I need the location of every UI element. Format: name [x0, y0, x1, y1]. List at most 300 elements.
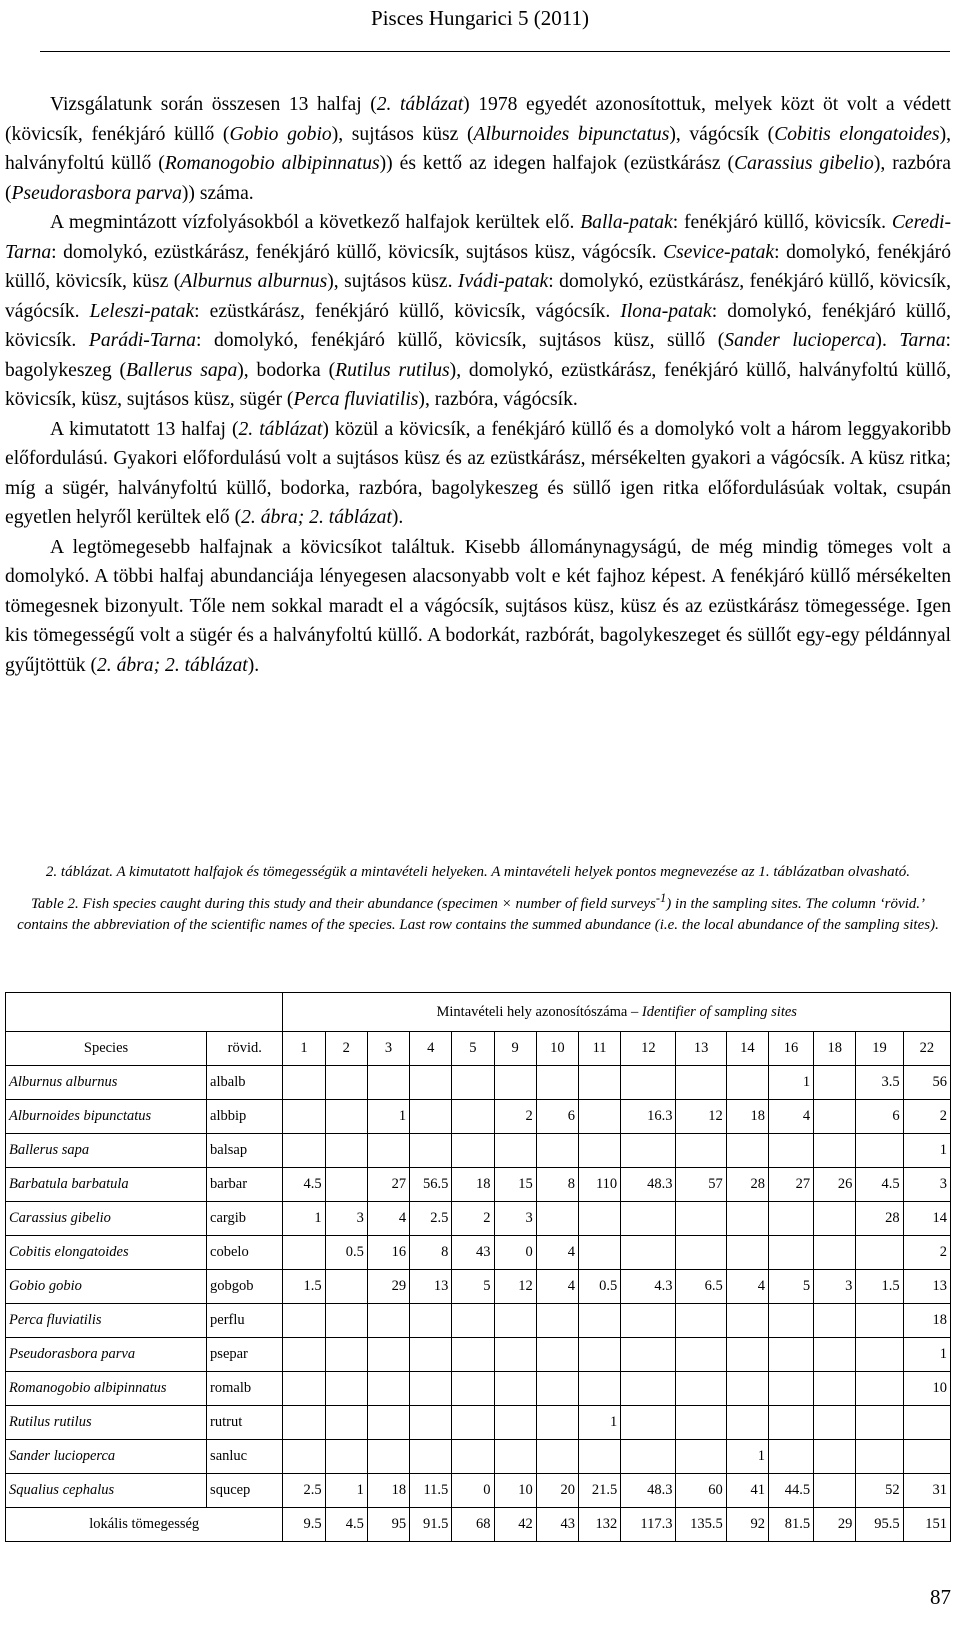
abundance-cell: 41 — [726, 1474, 768, 1508]
abundance-cell — [536, 1372, 578, 1406]
text-run: ), halványfoltú küllő ( — [5, 123, 951, 174]
abundance-cell: 1.5 — [283, 1270, 325, 1304]
abundance-cell — [814, 1474, 856, 1508]
abundance-cell — [726, 1134, 768, 1168]
total-cell: 81.5 — [768, 1508, 813, 1542]
abundance-cell — [536, 1134, 578, 1168]
text-run: ), vágócsík ( — [669, 123, 775, 145]
abundance-cell: 2 — [494, 1100, 536, 1134]
abundance-cell — [410, 1338, 452, 1372]
site-column-header: 19 — [856, 1032, 903, 1066]
text-run: )) száma. — [181, 182, 254, 204]
total-cell: 117.3 — [621, 1508, 676, 1542]
abundance-cell — [578, 1236, 620, 1270]
text-run: : domolykó, fenékjáró küllő, kövicsík, küsz ( — [5, 241, 951, 292]
abundance-cell — [536, 1440, 578, 1474]
abundance-cell — [726, 1202, 768, 1236]
site-column-header: 9 — [494, 1032, 536, 1066]
abundance-cell — [676, 1304, 726, 1338]
abundance-cell: 6 — [856, 1100, 903, 1134]
abundance-cell — [726, 1338, 768, 1372]
abundance-cell: 4 — [768, 1100, 813, 1134]
abundance-cell — [676, 1440, 726, 1474]
abundance-cell — [621, 1304, 676, 1338]
abundance-cell — [768, 1406, 813, 1440]
abundance-cell: 1 — [903, 1134, 950, 1168]
abundance-cell: 29 — [367, 1270, 409, 1304]
abundance-cell: 14 — [903, 1202, 950, 1236]
abundance-cell: 2 — [452, 1202, 494, 1236]
italic-term: Ballerus sapa — [126, 359, 238, 381]
abbreviation-cell: balsap — [207, 1134, 283, 1168]
abundance-cell — [452, 1406, 494, 1440]
abundance-cell — [578, 1338, 620, 1372]
abundance-cell: 5 — [768, 1270, 813, 1304]
abundance-cell — [856, 1134, 903, 1168]
abundance-cell — [367, 1066, 409, 1100]
abundance-cell — [325, 1134, 367, 1168]
abbreviation-cell: albbip — [207, 1100, 283, 1134]
abundance-cell — [283, 1100, 325, 1134]
species-name-cell: Barbatula barbatula — [6, 1168, 207, 1202]
abbreviation-cell: gobgob — [207, 1270, 283, 1304]
abundance-cell: 110 — [578, 1168, 620, 1202]
abundance-cell: 8 — [536, 1168, 578, 1202]
abundance-cell: 3 — [814, 1270, 856, 1304]
abundance-cell: 52 — [856, 1474, 903, 1508]
abundance-cell — [814, 1134, 856, 1168]
page-number: 87 — [930, 1585, 951, 1609]
abundance-cell — [325, 1100, 367, 1134]
species-name-cell: Alburnus alburnus — [6, 1066, 207, 1100]
total-cell: 42 — [494, 1508, 536, 1542]
total-cell: 91.5 — [410, 1508, 452, 1542]
total-row — [6, 1508, 951, 1542]
text-run: ). — [391, 507, 404, 528]
abundance-cell — [410, 1372, 452, 1406]
abundance-cell — [726, 1304, 768, 1338]
italic-term: Ilona-patak — [620, 300, 712, 322]
abundance-cell — [452, 1100, 494, 1134]
abundance-cell — [726, 1372, 768, 1406]
abundance-cell: 1 — [726, 1440, 768, 1474]
abundance-cell — [621, 1236, 676, 1270]
abundance-cell — [578, 1134, 620, 1168]
abundance-cell: 1 — [903, 1338, 950, 1372]
total-cell: 68 — [452, 1508, 494, 1542]
text-run: ), razbóra, vágócsík. — [418, 389, 578, 410]
abundance-cell — [578, 1100, 620, 1134]
italic-term: Sander lucioperca — [724, 330, 876, 351]
site-column-header: 22 — [903, 1032, 950, 1066]
site-column-header: 16 — [768, 1032, 813, 1066]
abundance-cell: 3 — [494, 1202, 536, 1236]
abundance-cell: 0 — [494, 1236, 536, 1270]
abundance-cell: 27 — [768, 1168, 813, 1202]
italic-term: Alburnoides bipunctatus — [473, 123, 670, 145]
site-column-header: 10 — [536, 1032, 578, 1066]
italic-term: 2. táblázat — [238, 418, 323, 440]
abundance-cell: 56.5 — [410, 1168, 452, 1202]
caption-hungarian: 2. táblázat. A kimutatott halfajok és tömegességük a mintavételi helyeken. A mintavételi helyek pontos megnevezése az 1. táblázatban olvasható. — [45, 864, 911, 880]
abundance-cell: 3 — [903, 1168, 950, 1202]
italic-term: 2. ábra; 2. táblázat — [241, 507, 392, 528]
species-name-cell: Rutilus rutilus — [6, 1406, 207, 1440]
abundance-cell — [814, 1372, 856, 1406]
total-cell: 4.5 — [325, 1508, 367, 1542]
paragraph — [5, 90, 951, 208]
abundance-cell: 1 — [325, 1474, 367, 1508]
text-run: : bagolykeszeg ( — [5, 330, 951, 381]
abundance-cell — [367, 1440, 409, 1474]
abundance-cell — [578, 1202, 620, 1236]
site-column-header: 14 — [726, 1032, 768, 1066]
abundance-cell — [621, 1134, 676, 1168]
species-name-cell: Carassius gibelio — [6, 1202, 207, 1236]
abundance-cell — [768, 1304, 813, 1338]
abundance-cell: 13 — [410, 1270, 452, 1304]
abbreviation-cell: rutrut — [207, 1406, 283, 1440]
text-run: ). — [247, 654, 260, 676]
abundance-cell: 27 — [367, 1168, 409, 1202]
text-run: A kimutatott 13 halfaj ( — [50, 418, 239, 440]
abundance-cell: 10 — [494, 1474, 536, 1508]
group-header-row — [6, 993, 951, 1032]
abundance-cell — [536, 1304, 578, 1338]
abundance-cell — [452, 1066, 494, 1100]
text-run: : domolykó, ezüstkárász, fenékjáró küllő, kövicsík, sujtásos küsz, vágócsík. — [51, 241, 664, 263]
total-cell: 151 — [903, 1508, 950, 1542]
abundance-cell — [536, 1066, 578, 1100]
abundance-cell — [452, 1338, 494, 1372]
text-run: ), razbóra ( — [5, 153, 951, 204]
abundance-cell: 11.5 — [410, 1474, 452, 1508]
abundance-cell — [367, 1406, 409, 1440]
text-run: : domolykó, ezüstkárász, fenékjáró küllő, kövicsík, vágócsík. — [5, 271, 951, 322]
abundance-cell — [367, 1338, 409, 1372]
text-run: ), sujtásos küsz. — [327, 271, 458, 292]
abundance-cell — [367, 1372, 409, 1406]
abundance-cell: 0.5 — [325, 1236, 367, 1270]
text-run: : ezüstkárász, fenékjáró küllő, kövicsík, vágócsík. — [194, 300, 621, 322]
italic-term: Balla-patak — [580, 212, 673, 233]
abundance-cell — [494, 1406, 536, 1440]
paragraph — [5, 208, 951, 415]
abundance-cell — [410, 1066, 452, 1100]
abundance-cell: 2 — [903, 1236, 950, 1270]
abundance-cell: 16 — [367, 1236, 409, 1270]
abundance-cell — [283, 1066, 325, 1100]
abundance-cell — [410, 1406, 452, 1440]
text-run: A legtömegesebb halfajnak a kövicsíkot találtuk. Kisebb állománynagyságú, de még mindig tömeges volt a domolykó. A többi halfaj abundanciája lényegesen alacsonyabb volt e két fajhoz képest. A fenékjáró küllő mérsékelten tömegesnek bizonyult. Tőle nem sokkal maradt el a vágócsík, sujtásos küsz, küsz és az ezüstkárász tömegessége. Igen kis tömegességű volt a sügér és a halványfoltú küllő. A bodorkát, razbórát, bagolykeszeget és süllőt egy-egy példánnyal gyűjtöttük ( — [5, 536, 951, 676]
abundance-cell — [814, 1236, 856, 1270]
abundance-cell — [578, 1304, 620, 1338]
abundance-cell — [494, 1066, 536, 1100]
abundance-cell: 1 — [367, 1100, 409, 1134]
abundance-cell: 10 — [903, 1372, 950, 1406]
italic-term: Perca fluviatilis — [293, 389, 419, 410]
abundance-cell — [768, 1440, 813, 1474]
abundance-cell — [325, 1066, 367, 1100]
total-cell: 135.5 — [676, 1508, 726, 1542]
abundance-cell — [903, 1440, 950, 1474]
abundance-cell: 48.3 — [621, 1168, 676, 1202]
species-name-cell: Alburnoides bipunctatus — [6, 1100, 207, 1134]
sites-group-header — [283, 993, 951, 1032]
abundance-cell: 4 — [536, 1236, 578, 1270]
journal-header: Pisces Hungarici 5 (2011) — [371, 6, 589, 30]
abundance-cell — [814, 1100, 856, 1134]
abundance-cell: 26 — [814, 1168, 856, 1202]
abundance-cell: 0.5 — [578, 1270, 620, 1304]
total-cell: 92 — [726, 1508, 768, 1542]
text-run: : domolykó, fenékjáró küllő, kövicsík. — [5, 300, 952, 351]
italic-term: Leleszi-patak — [89, 300, 195, 322]
site-column-header: 5 — [452, 1032, 494, 1066]
paragraph — [5, 415, 951, 533]
total-cell: 132 — [578, 1508, 620, 1542]
abundance-cell: 1 — [283, 1202, 325, 1236]
abbreviation-cell: barbar — [207, 1168, 283, 1202]
table-row — [6, 1338, 951, 1372]
group-header-english: Identifier of sampling sites — [641, 1003, 797, 1020]
text-run: A megmintázott vízfolyásokból a következő halfajok kerültek elő. — [50, 212, 581, 233]
table-row — [6, 1202, 951, 1236]
italic-term: Pseudorasbora parva — [11, 182, 182, 204]
abundance-cell — [856, 1236, 903, 1270]
text-run: Vizsgálatunk során összesen 13 halfaj ( — [50, 94, 377, 115]
abundance-cell — [283, 1338, 325, 1372]
abundance-cell: 5 — [452, 1270, 494, 1304]
table-row — [6, 1372, 951, 1406]
abundance-cell — [452, 1440, 494, 1474]
abundance-cell: 16.3 — [621, 1100, 676, 1134]
text-run: ), bodorka ( — [237, 359, 336, 381]
abundance-cell: 31 — [903, 1474, 950, 1508]
text-run: ). — [875, 330, 900, 351]
abundance-cell — [621, 1338, 676, 1372]
abundance-cell — [325, 1372, 367, 1406]
abundance-cell — [814, 1338, 856, 1372]
site-column-header: 13 — [676, 1032, 726, 1066]
abundance-cell: 3.5 — [856, 1066, 903, 1100]
abundance-table — [5, 992, 951, 1542]
abundance-cell — [621, 1202, 676, 1236]
total-label-cell: lokális tömegesség — [6, 1508, 283, 1542]
italic-term: Carassius gibelio — [734, 153, 874, 174]
abbr-column-header: rövid. — [207, 1032, 283, 1066]
text-run: ) 1978 egyedét azonosítottuk, melyek közt öt volt a védett (kövicsík, fenékjáró küllő ( — [5, 94, 951, 145]
abundance-cell: 18 — [452, 1168, 494, 1202]
abundance-cell — [814, 1304, 856, 1338]
abundance-cell: 44.5 — [768, 1474, 813, 1508]
abundance-cell — [856, 1372, 903, 1406]
abundance-cell — [494, 1134, 536, 1168]
abundance-cell — [768, 1134, 813, 1168]
italic-term: 2. táblázat — [376, 94, 464, 115]
species-name-cell: Perca fluviatilis — [6, 1304, 207, 1338]
abbreviation-cell: squcep — [207, 1474, 283, 1508]
italic-term: Alburnus alburnus — [180, 271, 328, 292]
abundance-cell: 4 — [367, 1202, 409, 1236]
abundance-cell — [621, 1440, 676, 1474]
abundance-cell: 4.5 — [856, 1168, 903, 1202]
table-row — [6, 1406, 951, 1440]
abundance-cell — [768, 1202, 813, 1236]
abundance-cell: 0 — [452, 1474, 494, 1508]
abundance-cell — [676, 1406, 726, 1440]
abundance-cell: 2 — [903, 1100, 950, 1134]
site-column-header: 12 — [621, 1032, 676, 1066]
abbreviation-cell: romalb — [207, 1372, 283, 1406]
total-cell: 9.5 — [283, 1508, 325, 1542]
table-row — [6, 1270, 951, 1304]
text-run: )) és kettő az idegen halfajok (ezüstkárász ( — [379, 153, 735, 174]
abundance-cell — [814, 1406, 856, 1440]
abundance-cell — [814, 1440, 856, 1474]
abundance-cell — [367, 1134, 409, 1168]
species-name-cell: Pseudorasbora parva — [6, 1338, 207, 1372]
total-cell: 95 — [367, 1508, 409, 1542]
abundance-cell — [856, 1406, 903, 1440]
abundance-cell — [452, 1372, 494, 1406]
table-row — [6, 1100, 951, 1134]
abundance-cell — [676, 1338, 726, 1372]
abundance-cell — [536, 1338, 578, 1372]
species-name-cell: Ballerus sapa — [6, 1134, 207, 1168]
abundance-cell: 12 — [494, 1270, 536, 1304]
abundance-cell — [578, 1066, 620, 1100]
abundance-cell: 20 — [536, 1474, 578, 1508]
abbreviation-cell: albalb — [207, 1066, 283, 1100]
abundance-cell — [325, 1406, 367, 1440]
abundance-cell — [283, 1134, 325, 1168]
abundance-cell: 2.5 — [283, 1474, 325, 1508]
abundance-cell: 3 — [325, 1202, 367, 1236]
table-row — [6, 1304, 951, 1338]
total-cell: 43 — [536, 1508, 578, 1542]
abundance-cell — [494, 1440, 536, 1474]
abundance-cell — [494, 1304, 536, 1338]
total-cell: 29 — [814, 1508, 856, 1542]
abundance-cell: 56 — [903, 1066, 950, 1100]
abundance-cell — [494, 1372, 536, 1406]
italic-term: 2. ábra; 2. táblázat — [96, 654, 248, 676]
abundance-cell — [768, 1338, 813, 1372]
caption-superscript: -1 — [655, 890, 667, 905]
abundance-cell — [410, 1100, 452, 1134]
abundance-cell — [768, 1236, 813, 1270]
abundance-cell: 60 — [676, 1474, 726, 1508]
abundance-cell: 1.5 — [856, 1270, 903, 1304]
abundance-cell — [621, 1066, 676, 1100]
abbreviation-cell: psepar — [207, 1338, 283, 1372]
abundance-cell — [494, 1338, 536, 1372]
abundance-cell: 28 — [856, 1202, 903, 1236]
abundance-cell: 4 — [536, 1270, 578, 1304]
table-body — [6, 993, 951, 1542]
abundance-cell — [621, 1406, 676, 1440]
abundance-cell — [856, 1440, 903, 1474]
abundance-cell — [325, 1338, 367, 1372]
abundance-cell: 48.3 — [621, 1474, 676, 1508]
abundance-cell: 8 — [410, 1236, 452, 1270]
italic-term: Gobio gobio — [229, 123, 332, 145]
caption-english — [5, 888, 951, 937]
total-cell: 95.5 — [856, 1508, 903, 1542]
abundance-cell: 4.3 — [621, 1270, 676, 1304]
abundance-cell — [903, 1406, 950, 1440]
abundance-cell — [814, 1202, 856, 1236]
caption-english-text-end: ) in the sampling sites. The column ‘rövid.’ contains the abbreviation of the scientific names of the species. Last row contains the summed abundance (i.e. the local abundance of the sampling sites). — [17, 895, 939, 933]
abundance-cell — [452, 1304, 494, 1338]
abundance-cell — [325, 1304, 367, 1338]
italic-term: Tarna — [899, 330, 946, 351]
text-run: ) közül a kövicsík, a fenékjáró küllő és a domolykó volt a három leggyakoribb előfordulású. Gyakori előfordulású volt a sujtásos küsz és az ezüstkárász, mérsékelten gyakori a vágócsík. A küsz ritka; míg a sügér, halványfoltú küllő, bodorka, razbóra, bagolykeszeg és süllő igen ritka előfordulásúak voltak, csupán egyetlen helyről kerültek elő ( — [5, 418, 951, 528]
italic-term: Cobitis elongatoides — [774, 123, 940, 145]
caption-english-text: Table 2. Fish species caught during this study and their abundance (specimen × number of field surveys — [30, 895, 656, 912]
abundance-cell: 12 — [676, 1100, 726, 1134]
abundance-cell: 1 — [578, 1406, 620, 1440]
text-run: ), domolykó, ezüstkárász, fenékjáró küllő, halványfoltú küllő, kövicsík, küsz, sujtásos küsz, sügér ( — [5, 359, 952, 410]
site-column-header: 11 — [578, 1032, 620, 1066]
abundance-cell — [578, 1372, 620, 1406]
abundance-cell — [283, 1406, 325, 1440]
text-run: : fenékjáró küllő, kövicsík. — [672, 212, 892, 233]
abundance-cell: 43 — [452, 1236, 494, 1270]
abundance-cell: 28 — [726, 1168, 768, 1202]
abundance-cell: 21.5 — [578, 1474, 620, 1508]
abbreviation-cell: cargib — [207, 1202, 283, 1236]
species-name-cell: Gobio gobio — [6, 1270, 207, 1304]
abundance-cell: 1 — [768, 1066, 813, 1100]
abundance-cell — [726, 1406, 768, 1440]
species-name-cell: Romanogobio albipinnatus — [6, 1372, 207, 1406]
species-name-cell: Squalius cephalus — [6, 1474, 207, 1508]
abundance-cell — [536, 1202, 578, 1236]
abundance-cell — [578, 1440, 620, 1474]
abundance-cell — [814, 1066, 856, 1100]
abundance-cell — [726, 1066, 768, 1100]
paragraph — [5, 533, 951, 681]
abundance-cell — [410, 1134, 452, 1168]
italic-term: Ceredi-Tarna — [5, 212, 951, 263]
table-row — [6, 1440, 951, 1474]
abundance-cell — [410, 1304, 452, 1338]
site-column-header: 1 — [283, 1032, 325, 1066]
column-header-row — [6, 1032, 951, 1066]
abundance-cell — [283, 1304, 325, 1338]
abundance-cell — [856, 1304, 903, 1338]
abundance-cell — [726, 1236, 768, 1270]
site-column-header: 4 — [410, 1032, 452, 1066]
abundance-cell — [856, 1338, 903, 1372]
abundance-cell — [283, 1372, 325, 1406]
abundance-cell: 2.5 — [410, 1202, 452, 1236]
abundance-cell: 18 — [903, 1304, 950, 1338]
abundance-cell: 6.5 — [676, 1270, 726, 1304]
italic-term: Parádi-Tarna — [88, 330, 196, 351]
abundance-cell — [676, 1202, 726, 1236]
site-column-header: 18 — [814, 1032, 856, 1066]
abundance-cell: 57 — [676, 1168, 726, 1202]
text-run: ), sujtásos küsz ( — [331, 123, 474, 145]
table-caption — [5, 862, 951, 937]
abundance-cell — [676, 1066, 726, 1100]
abundance-cell — [283, 1236, 325, 1270]
abundance-cell — [536, 1406, 578, 1440]
species-name-cell: Sander lucioperca — [6, 1440, 207, 1474]
